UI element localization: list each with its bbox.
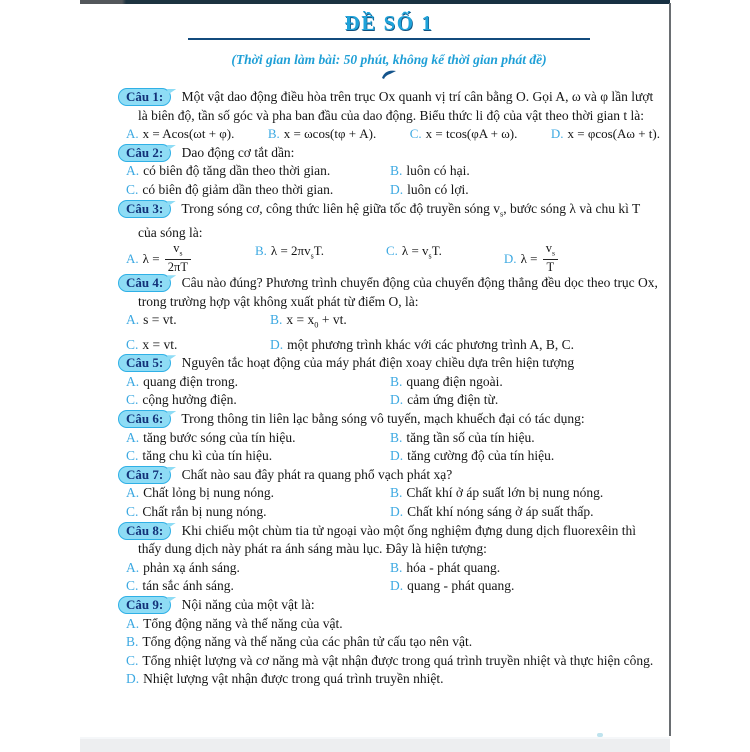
option-letter: A.	[126, 126, 139, 142]
question-label: Câu 4:	[118, 274, 171, 292]
option	[390, 429, 660, 448]
option-text: quang - phát quang.	[407, 578, 515, 594]
option-letter: B.	[254, 243, 267, 259]
option	[126, 242, 193, 274]
option	[270, 336, 660, 355]
option-text: Nhiệt lượng vật nhận được trong quá trình truyền nhiệt.	[143, 671, 444, 687]
option-text: luôn có lợi.	[407, 181, 469, 197]
options	[126, 162, 660, 199]
question	[118, 410, 660, 466]
option-text: Tổng nhiệt lượng và cơ năng mà vật nhận được trong quá trình truyền nhiệt và thực hiện công.	[142, 652, 654, 668]
question-label: Câu 8:	[118, 522, 171, 540]
option-letter: C.	[126, 392, 139, 408]
question	[118, 354, 660, 410]
option	[255, 242, 324, 274]
question-body: Câu nào đúng? Phương trình chuyển động của chuyển động thẳng đều dọc theo trục Ox, trong trường hợp vật không xuất phát từ điểm O, là:	[138, 275, 658, 309]
question-text	[118, 410, 660, 429]
question	[118, 466, 660, 522]
option-text: tăng cường độ của tín hiệu.	[407, 448, 555, 464]
option-letter: A.	[126, 615, 140, 631]
option-text: tăng chu kì của tín hiệu.	[142, 448, 273, 464]
option	[126, 652, 660, 671]
option-letter: B.	[126, 634, 139, 650]
option-text: Chất lỏng bị nung nóng.	[143, 485, 274, 501]
option-letter: A.	[126, 429, 140, 445]
option	[390, 162, 660, 181]
option	[126, 181, 390, 200]
page-content	[80, 4, 670, 737]
question-body: Nội năng của một vật là:	[181, 596, 315, 612]
option	[390, 373, 660, 392]
option-letter: B.	[390, 485, 403, 501]
fraction: $\frac{v_s}{2\pi T}$	[165, 242, 191, 274]
question-body: Chất nào sau đây phát ra quang phổ vạch phát xạ?	[181, 466, 453, 482]
option-text: tăng bước sóng của tín hiệu.	[143, 429, 296, 445]
option-text: có biên độ tăng dần theo thời gian.	[143, 163, 331, 179]
option-text: Tổng động năng và thế năng của các phân tử cấu tạo nên vật.	[142, 634, 473, 650]
option	[126, 615, 660, 634]
question-body: Trong thông tin liên lạc bằng sóng vô tuyến, mạch khuếch đại có tác dụng:	[181, 411, 585, 427]
option	[126, 633, 660, 652]
option-text: quang điện trong.	[143, 373, 238, 389]
flourish-icon	[118, 69, 660, 81]
option-letter: A.	[126, 559, 140, 575]
option-text: x = Acos(ωt + φ).	[142, 126, 235, 142]
question-text	[118, 144, 660, 163]
question-label: Câu 1:	[118, 88, 171, 106]
question-text	[118, 522, 660, 559]
option	[390, 559, 660, 578]
option-text: x = tcos(φA + ω).	[425, 126, 518, 142]
question-text	[118, 596, 660, 615]
option	[126, 391, 390, 410]
option-letter: D.	[390, 181, 404, 197]
option	[126, 447, 390, 466]
option	[390, 577, 660, 596]
option-letter: B.	[267, 126, 280, 142]
option-text: phản xạ ánh sáng.	[143, 559, 240, 575]
question-body: Một vật dao động điều hòa trên trục Ox quanh vị trí cân bằng O. Gọi A, ω và φ lần lượt là biên độ, tần số góc và pha ban đầu của dao động. Biểu thức li độ của vật theo thời gian t là:	[138, 89, 654, 123]
fraction: $\frac{v_s}{T}$	[543, 242, 558, 274]
page-title: ĐỀ SỐ 1	[344, 11, 434, 35]
exam-header	[118, 11, 660, 81]
option-text: $\lambda = v_sT$.	[401, 243, 442, 262]
options	[126, 125, 660, 144]
option-letter: D.	[126, 671, 140, 687]
option	[126, 311, 270, 335]
question-text	[118, 354, 660, 373]
option-text: Chất khí ở áp suất lớn bị nung nóng.	[406, 485, 604, 501]
option-letter: D.	[270, 336, 284, 352]
option-text: tán sắc ánh sáng.	[142, 578, 234, 594]
option	[390, 447, 660, 466]
question-label: Câu 5:	[118, 354, 171, 372]
option-letter: A.	[126, 251, 139, 267]
option-letter: C.	[385, 243, 398, 259]
option-letter: D.	[550, 126, 564, 142]
option-letter: D.	[503, 251, 517, 267]
question	[118, 88, 660, 144]
option-text: λ = $\frac{v_s}{T}$	[521, 251, 560, 266]
option-letter: C.	[126, 336, 139, 352]
option	[126, 670, 660, 689]
question	[118, 200, 660, 275]
option	[126, 559, 390, 578]
option-letter: C.	[126, 504, 139, 519]
option-letter: C.	[126, 181, 139, 197]
option-letter: A.	[126, 485, 140, 501]
option-letter: B.	[270, 312, 283, 328]
option-letter: C.	[126, 578, 139, 594]
option-text: tăng tần số của tín hiệu.	[406, 429, 535, 445]
option-letter: A.	[126, 373, 140, 389]
option-text: x = vt.	[142, 336, 178, 352]
option-letter: B.	[390, 559, 403, 575]
option-text: x = φcos(Aω + t).	[567, 126, 660, 142]
option	[410, 125, 518, 144]
option	[390, 391, 660, 410]
option-text: $\lambda = 2\pi v_sT$.	[270, 243, 324, 262]
option	[126, 429, 390, 448]
option-text: luôn có hại.	[406, 163, 470, 179]
option	[390, 503, 660, 522]
option	[126, 162, 390, 181]
questions	[118, 88, 660, 689]
question-body: Khi chiếu một chùm tia tử ngoại vào một ống nghiệm đựng dung dịch fluorexêin thì thấy dung dịch này phát ra ánh sáng màu lục. Đây là hiện tượng:	[138, 522, 637, 557]
question-text	[118, 88, 660, 125]
question-text	[118, 274, 660, 311]
option-letter: C.	[126, 448, 139, 464]
question-label: Câu 7:	[118, 466, 171, 484]
option	[126, 484, 390, 503]
option	[390, 484, 660, 503]
options	[126, 311, 660, 354]
question-body: Nguyên tắc hoạt động của máy phát điện xoay chiều dựa trên hiện tượng	[181, 355, 575, 371]
option-text: λ = $\frac{v_s}{2\pi T}$	[143, 251, 193, 266]
question-text	[118, 200, 660, 243]
option-letter: B.	[390, 373, 403, 389]
option-letter: C.	[409, 126, 422, 142]
options	[126, 429, 660, 466]
question-text	[118, 466, 660, 485]
option	[386, 242, 442, 274]
question-body: Trong sóng cơ, công thức liên hệ giữa tốc độ truyền sóng $v_s$, bước sóng λ và chu kì T của sóng là:	[138, 200, 640, 240]
option-text: $x = x_0$ + vt.	[286, 312, 347, 331]
option-letter: D.	[390, 578, 404, 594]
option-letter: A.	[126, 312, 140, 328]
question-label: Câu 3:	[118, 200, 171, 218]
option-text: Tổng động năng và thế năng của vật.	[143, 615, 343, 631]
option-text: x = ωcos(tφ + A).	[283, 126, 377, 142]
question-label: Câu 6:	[118, 410, 171, 428]
option	[551, 125, 660, 144]
option-letter: B.	[390, 429, 403, 445]
option-text: quang điện ngoài.	[406, 373, 503, 389]
option-letter: D.	[390, 504, 404, 519]
question	[118, 522, 660, 596]
option	[126, 336, 270, 355]
title-underline	[188, 38, 590, 40]
option-text: Chất rắn bị nung nóng.	[142, 504, 267, 519]
option	[504, 242, 560, 274]
question-label: Câu 2:	[118, 144, 171, 162]
question-body: Dao động cơ tắt dần:	[181, 144, 295, 160]
options	[126, 242, 660, 274]
option	[126, 577, 390, 596]
exam-subtitle: (Thời gian làm bài: 50 phút, không kể thời gian phát đề)	[231, 52, 547, 67]
option-text: cộng hưởng điện.	[142, 392, 237, 408]
option-text: hóa - phát quang.	[406, 559, 501, 575]
option	[126, 125, 234, 144]
option-letter: D.	[390, 448, 404, 464]
options	[126, 373, 660, 410]
options	[126, 559, 660, 596]
question-label: Câu 9:	[118, 596, 171, 614]
option-text: có biên độ giảm dần theo thời gian.	[142, 181, 334, 197]
option	[126, 503, 390, 522]
question	[118, 274, 660, 354]
option-text: cảm ứng điện từ.	[407, 392, 499, 408]
option-text: một phương trình khác với các phương trình A, B, C.	[287, 336, 575, 352]
option-letter: D.	[390, 392, 404, 408]
option-letter: A.	[126, 163, 140, 179]
option-letter: B.	[390, 163, 403, 179]
option-text: Chất khí nóng sáng ở áp suất thấp.	[407, 504, 594, 519]
options	[126, 484, 660, 521]
option	[270, 311, 660, 335]
options	[126, 615, 660, 689]
question	[118, 144, 660, 200]
option-text: s = vt.	[143, 312, 177, 328]
question	[118, 596, 660, 689]
option	[268, 125, 376, 144]
option	[390, 181, 660, 200]
option	[126, 373, 390, 392]
option-letter: C.	[126, 652, 139, 668]
